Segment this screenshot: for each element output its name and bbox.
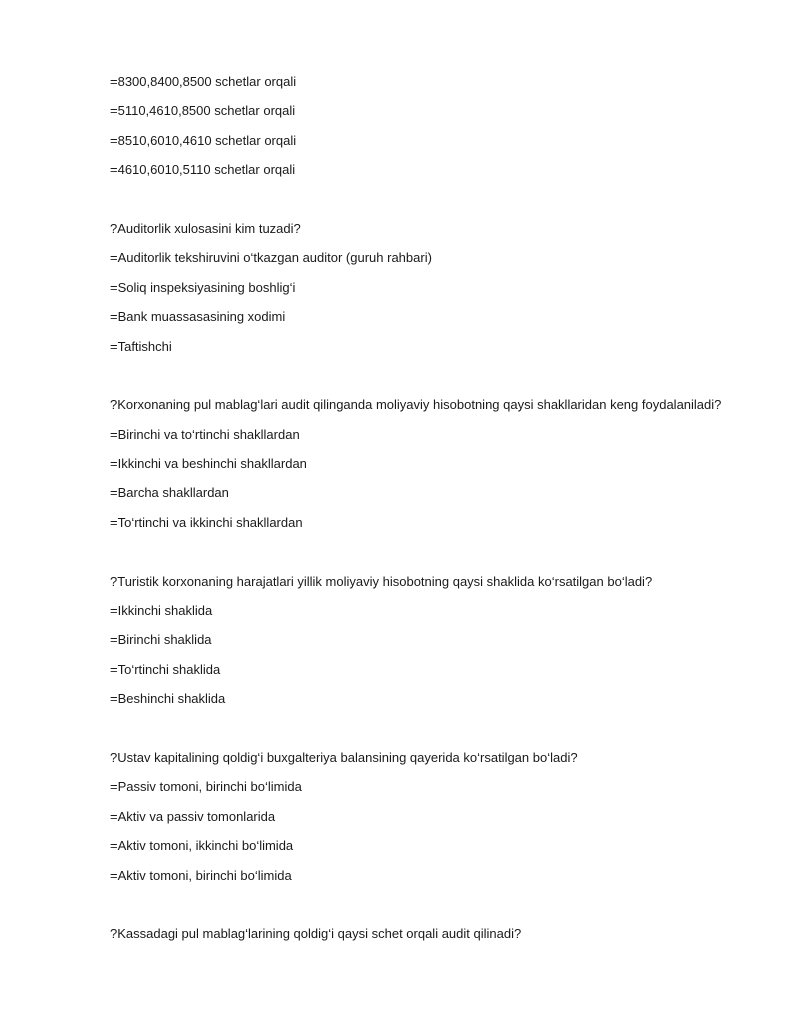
question-text: ?Kassadagi pul mablag‘larining qoldig‘i qaysi schet orqali audit qilinadi?	[110, 926, 522, 942]
question-text: ?Korxonaning pul mablag‘lari audit qilinganda moliyaviy hisobotning qaysi shakllaridan keng foydalaniladi?	[110, 397, 722, 413]
answer-option: =To‘rtinchi va ikkinchi shakllardan	[110, 514, 303, 530]
answer-option: =Ikkinchi va beshinchi shakllardan	[110, 456, 307, 472]
answer-option: =Birinchi shaklida	[110, 632, 212, 648]
question-block	[110, 396, 770, 543]
answer-option: =Auditorlik tekshiruvini o‘tkazgan auditor (guruh rahbari)	[110, 250, 432, 266]
answer-option: =To‘rtinchi shaklida	[110, 661, 221, 677]
answer-option: =Ikkinchi shaklida	[110, 603, 213, 619]
answer-option: =Birinchi va to‘rtinchi shakllardan	[110, 426, 300, 442]
question-text: ?Ustav kapitalining qoldig‘i buxgalteriya balansining qayerida ko‘rsatilgan bo‘ladi?	[110, 749, 578, 765]
question-block	[110, 925, 770, 954]
answer-option: =Taftishchi	[110, 338, 172, 354]
block-spacer	[110, 367, 770, 396]
document-page	[110, 73, 770, 955]
question-block	[110, 73, 770, 191]
block-spacer	[110, 720, 770, 749]
answer-option: =Aktiv va passiv tomonlarida	[110, 808, 276, 824]
answer-option: =8510,6010,4610 schetlar orqali	[110, 132, 297, 148]
answer-option: =Bank muassasasining xodimi	[110, 309, 286, 325]
answer-option: =5110,4610,8500 schetlar orqali	[110, 103, 296, 119]
block-spacer	[110, 896, 770, 925]
question-text: ?Auditorlik xulosasini kim tuzadi?	[110, 220, 301, 236]
answer-option: =4610,6010,5110 schetlar orqali	[110, 162, 296, 178]
answer-option: =Aktiv tomoni, birinchi bo‘limida	[110, 867, 292, 883]
block-spacer	[110, 543, 770, 572]
answer-option: =Aktiv tomoni, ikkinchi bo‘limida	[110, 838, 294, 854]
answer-option: =Passiv tomoni, birinchi bo‘limida	[110, 779, 302, 795]
question-block	[110, 573, 770, 720]
block-spacer	[110, 191, 770, 220]
answer-option: =Beshinchi shaklida	[110, 691, 226, 707]
question-text: ?Turistik korxonaning harajatlari yillik moliyaviy hisobotning qaysi shaklida ko‘rsatilgan bo‘ladi?	[110, 573, 653, 589]
question-block	[110, 220, 770, 367]
answer-option: =Barcha shakllardan	[110, 485, 229, 501]
question-block	[110, 749, 770, 896]
answer-option: =8300,8400,8500 schetlar orqali	[110, 74, 297, 89]
answer-option: =Soliq inspeksiyasining boshlig‘i	[110, 279, 296, 295]
